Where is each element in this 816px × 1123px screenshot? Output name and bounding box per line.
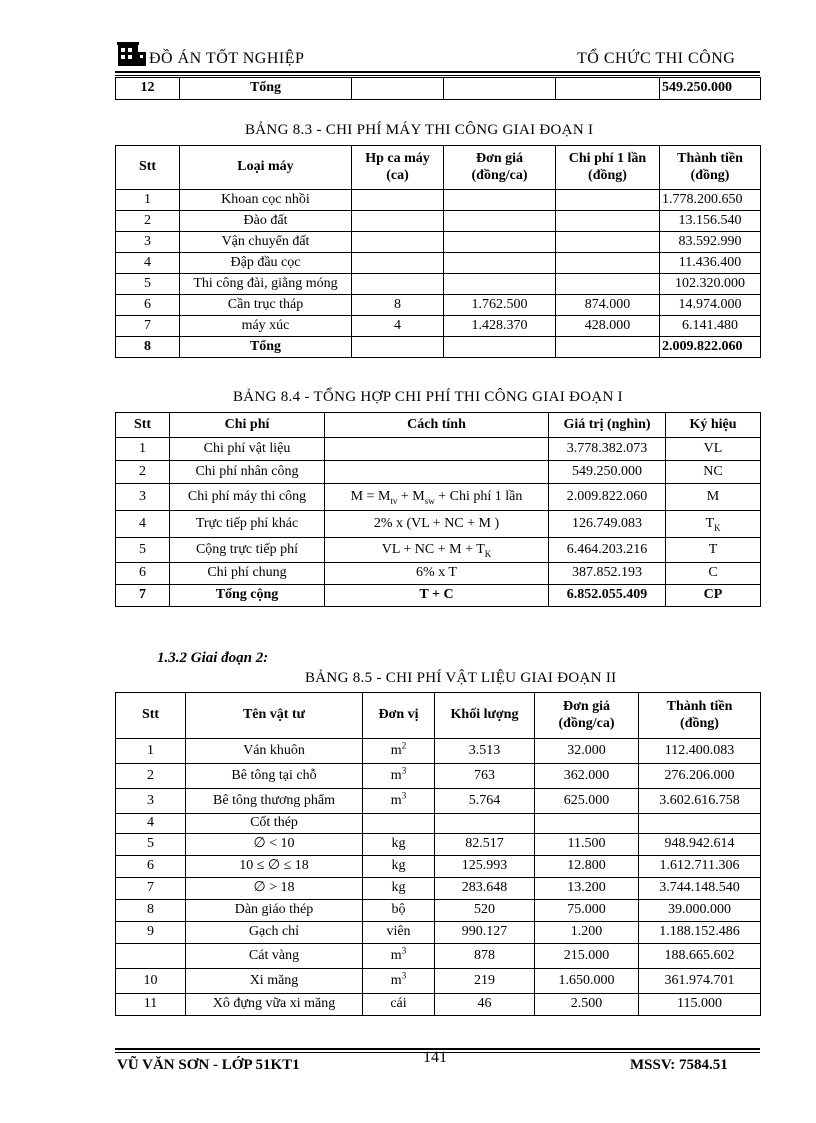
building-logo-icon (117, 42, 147, 68)
cell (352, 337, 444, 358)
cell: 2 (116, 211, 180, 232)
cell (535, 814, 639, 834)
cell: Tổng (180, 78, 352, 100)
cell: 3.778.382.073 (549, 438, 666, 461)
table-row (116, 316, 761, 337)
cell (116, 944, 186, 969)
column-header: Khối lượng (435, 693, 535, 739)
header-logo (117, 42, 147, 68)
column-header: Chi phí (170, 413, 325, 438)
cell (444, 253, 556, 274)
cell: $M = M_{tv} + M_{sw}$ + Chi phí 1 lần (325, 484, 549, 511)
cell: Gạch chỉ (186, 922, 363, 944)
cell: 11.436.400 (660, 253, 761, 274)
cell: Xi măng (186, 969, 363, 994)
table-83 (115, 145, 761, 358)
cell: 948.942.614 (639, 834, 761, 856)
column-header: Cách tính (325, 413, 549, 438)
cell: 2% x (VL + NC + M ) (325, 511, 549, 538)
table-row (116, 274, 761, 295)
cell: 8 (352, 295, 444, 316)
cell: 7 (116, 316, 180, 337)
cell: 387.852.193 (549, 563, 666, 585)
cell: 1 (116, 438, 170, 461)
cell: 1.428.370 (444, 316, 556, 337)
formula-subscript: sw (424, 495, 435, 506)
cell (556, 211, 660, 232)
cell: 75.000 (535, 900, 639, 922)
cell: 8 (116, 337, 180, 358)
footer-student-id: MSSV: 7584.51 (630, 1057, 728, 1073)
table-row (116, 814, 761, 834)
cell (556, 190, 660, 211)
cell: Dàn giáo thép (186, 900, 363, 922)
cell: Bê tông tại chỗ (186, 764, 363, 789)
cell: 6 (116, 563, 170, 585)
cell (352, 78, 444, 100)
table-83-caption: BẢNG 8.3 - CHI PHÍ MÁY THI CÔNG GIAI ĐOẠN I (245, 122, 594, 138)
header-left-title: ĐỒ ÁN TỐT NGHIỆP (149, 50, 305, 67)
column-header: Chi phí 1 lần (đồng) (556, 146, 660, 190)
cell: 549.250.000 (660, 78, 761, 100)
cell: Chi phí nhân công (170, 461, 325, 484)
cell: 82.517 (435, 834, 535, 856)
cell: 2.009.822.060 (549, 484, 666, 511)
cell (556, 78, 660, 100)
column-header: Stt (116, 146, 180, 190)
table-row (116, 764, 761, 789)
cell (435, 814, 535, 834)
table-row (116, 563, 761, 585)
table-85 (115, 692, 761, 1016)
cell: 215.000 (535, 944, 639, 969)
cell: 12.800 (535, 856, 639, 878)
cell: 1.650.000 (535, 969, 639, 994)
header-rule (115, 71, 760, 73)
cell: 10 (116, 969, 186, 994)
column-header: Loại máy (180, 146, 352, 190)
table-row (116, 78, 761, 100)
cell: 4 (116, 814, 186, 834)
cell: 3 (116, 789, 186, 814)
cell: 11 (116, 994, 186, 1016)
cell: 1 (116, 190, 180, 211)
cell: 8 (116, 900, 186, 922)
footer-author: VŨ VĂN SƠN - LỚP 51KT1 (117, 1057, 300, 1073)
cell: 625.000 (535, 789, 639, 814)
cell: 878 (435, 944, 535, 969)
table-row (116, 511, 761, 538)
cell: VL (666, 438, 761, 461)
cell: 520 (435, 900, 535, 922)
table-row (116, 856, 761, 878)
cell (352, 211, 444, 232)
cell: $m^3$ (363, 789, 435, 814)
cell: Cộng trực tiếp phí (170, 538, 325, 563)
cell: 126.749.083 (549, 511, 666, 538)
cell (444, 274, 556, 295)
section-heading: 1.3.2 Giai đoạn 2: (157, 650, 269, 666)
cell: 549.250.000 (549, 461, 666, 484)
cell: 115.000 (639, 994, 761, 1016)
cell (352, 190, 444, 211)
table-row (116, 789, 761, 814)
table-header-row (116, 413, 761, 438)
cell: 1.778.200.650 (660, 190, 761, 211)
formula-subscript: tv (390, 495, 398, 506)
cell: Vận chuyển đất (180, 232, 352, 253)
table-row (116, 878, 761, 900)
table-82-continuation (115, 77, 761, 100)
header-right-title: TỔ CHỨC THI CÔNG (577, 50, 736, 67)
cell: 362.000 (535, 764, 639, 789)
cell: 5 (116, 274, 180, 295)
table-row (116, 484, 761, 511)
cell: 14.974.000 (660, 295, 761, 316)
cell: Bê tông thương phẩm (186, 789, 363, 814)
column-header: Thành tiền (đồng) (639, 693, 761, 739)
cell: CP (666, 585, 761, 607)
cell: 2 (116, 764, 186, 789)
cell: Khoan cọc nhồi (180, 190, 352, 211)
cell: ∅ > 18 (186, 878, 363, 900)
unit-superscript: 3 (401, 945, 407, 956)
cell: 13.156.540 (660, 211, 761, 232)
table-row (116, 190, 761, 211)
cell: T (666, 538, 761, 563)
cell: 46 (435, 994, 535, 1016)
table-header-row (116, 146, 761, 190)
column-header: Ký hiệu (666, 413, 761, 438)
cell: Chi phí máy thi công (170, 484, 325, 511)
cell: 990.127 (435, 922, 535, 944)
cell: $m^3$ (363, 969, 435, 994)
cell: 361.974.701 (639, 969, 761, 994)
cell: NC (666, 461, 761, 484)
cell: 2.009.822.060 (660, 337, 761, 358)
cell: Thi công đài, giằng móng (180, 274, 352, 295)
unit-superscript: 3 (401, 970, 407, 981)
cell: 276.206.000 (639, 764, 761, 789)
cell (325, 438, 549, 461)
cell: 11.500 (535, 834, 639, 856)
cell: Tổng (180, 337, 352, 358)
cell: 5.764 (435, 789, 535, 814)
cell: 1.762.500 (444, 295, 556, 316)
cell: 6.464.203.216 (549, 538, 666, 563)
cell: 1 (116, 739, 186, 764)
cell (444, 337, 556, 358)
cell (556, 274, 660, 295)
cell: viên (363, 922, 435, 944)
unit-superscript: 3 (401, 790, 407, 801)
cell: 39.000.000 (639, 900, 761, 922)
cell: $m^3$ (363, 764, 435, 789)
table-row (116, 232, 761, 253)
cell (363, 814, 435, 834)
table-84-caption: BẢNG 8.4 - TỔNG HỢP CHI PHÍ THI CÔNG GIAI ĐOẠN I (233, 389, 623, 405)
cell: 874.000 (556, 295, 660, 316)
cell: 6.852.055.409 (549, 585, 666, 607)
cell: kg (363, 834, 435, 856)
cell: 2.500 (535, 994, 639, 1016)
table-row (116, 739, 761, 764)
table-row (116, 538, 761, 563)
table-row (116, 922, 761, 944)
header-rule-thin (115, 75, 760, 76)
cell: Cát vàng (186, 944, 363, 969)
cell (352, 274, 444, 295)
cell (444, 211, 556, 232)
cell: $m^2$ (363, 739, 435, 764)
cell: 12 (116, 78, 180, 100)
cell: $m^3$ (363, 944, 435, 969)
unit-superscript: 3 (401, 765, 407, 776)
table-85-caption: BẢNG 8.5 - CHI PHÍ VẬT LIỆU GIAI ĐOẠN II (305, 670, 617, 686)
cell: Chi phí vật liệu (170, 438, 325, 461)
column-header: Tên vật tư (186, 693, 363, 739)
cell: 6 (116, 856, 186, 878)
cell (444, 78, 556, 100)
cell: 283.648 (435, 878, 535, 900)
cell: 188.665.602 (639, 944, 761, 969)
cell: 4 (352, 316, 444, 337)
cell: 10 ≤ ∅ ≤ 18 (186, 856, 363, 878)
column-header: Đơn giá (đồng/ca) (444, 146, 556, 190)
cell: 2 (116, 461, 170, 484)
cell: 3.602.616.758 (639, 789, 761, 814)
column-header: Stt (116, 413, 170, 438)
cell: cái (363, 994, 435, 1016)
cell (352, 232, 444, 253)
table-row (116, 585, 761, 607)
cell (352, 253, 444, 274)
cell: 7 (116, 585, 170, 607)
cell: 5 (116, 834, 186, 856)
column-header: Đơn vị (363, 693, 435, 739)
cell: 3.744.148.540 (639, 878, 761, 900)
table-row (116, 211, 761, 232)
cell: 3.513 (435, 739, 535, 764)
cell: 6% x T (325, 563, 549, 585)
cell: 102.320.000 (660, 274, 761, 295)
cell: bộ (363, 900, 435, 922)
cell: 1.612.711.306 (639, 856, 761, 878)
column-header: Thành tiền (đồng) (660, 146, 761, 190)
table-row (116, 253, 761, 274)
cell: 6 (116, 295, 180, 316)
cell: 219 (435, 969, 535, 994)
page-number: 141 (423, 1049, 447, 1066)
cell: 763 (435, 764, 535, 789)
table-row (116, 337, 761, 358)
table-row (116, 834, 761, 856)
cell: 5 (116, 538, 170, 563)
cell: 1.188.152.486 (639, 922, 761, 944)
cell: T + C (325, 585, 549, 607)
table-84 (115, 412, 761, 607)
cell: M (666, 484, 761, 511)
cell: Cốt thép (186, 814, 363, 834)
table-row (116, 969, 761, 994)
cell: 4 (116, 253, 180, 274)
cell: 13.200 (535, 878, 639, 900)
cell (444, 232, 556, 253)
cell: 3 (116, 232, 180, 253)
cell: Chi phí chung (170, 563, 325, 585)
cell (556, 232, 660, 253)
cell: 1.200 (535, 922, 639, 944)
cell (556, 253, 660, 274)
cell: 6.141.480 (660, 316, 761, 337)
cell: 125.993 (435, 856, 535, 878)
cell (639, 814, 761, 834)
cell: 32.000 (535, 739, 639, 764)
cell: kg (363, 856, 435, 878)
table-row (116, 900, 761, 922)
cell: Xô đựng vữa xi măng (186, 994, 363, 1016)
table-row (116, 994, 761, 1016)
cell (325, 461, 549, 484)
formula-subscript: K (484, 548, 492, 559)
unit-superscript: 2 (401, 740, 407, 751)
table-header-row (116, 693, 761, 739)
cell: Đào đất (180, 211, 352, 232)
cell: C (666, 563, 761, 585)
cell: Cần trục tháp (180, 295, 352, 316)
cell: $T_K$ (666, 511, 761, 538)
table-row (116, 461, 761, 484)
cell: kg (363, 878, 435, 900)
formula-subscript: K (714, 522, 721, 533)
cell: 4 (116, 511, 170, 538)
column-header: Hp ca máy (ca) (352, 146, 444, 190)
table-row (116, 944, 761, 969)
cell: Đập đầu cọc (180, 253, 352, 274)
cell (444, 190, 556, 211)
cell: Ván khuôn (186, 739, 363, 764)
table-row (116, 295, 761, 316)
cell: 83.592.990 (660, 232, 761, 253)
cell: 112.400.083 (639, 739, 761, 764)
cell: máy xúc (180, 316, 352, 337)
cell: 428.000 (556, 316, 660, 337)
cell (556, 337, 660, 358)
column-header: Giá trị (nghìn) (549, 413, 666, 438)
column-header: Stt (116, 693, 186, 739)
cell: Trực tiếp phí khác (170, 511, 325, 538)
cell: 9 (116, 922, 186, 944)
table-row (116, 438, 761, 461)
cell: 7 (116, 878, 186, 900)
cell: VL + NC + $M + T_K$ (325, 538, 549, 563)
cell: ∅ < 10 (186, 834, 363, 856)
cell: 3 (116, 484, 170, 511)
cell: Tổng cộng (170, 585, 325, 607)
column-header: Đơn giá (đồng/ca) (535, 693, 639, 739)
